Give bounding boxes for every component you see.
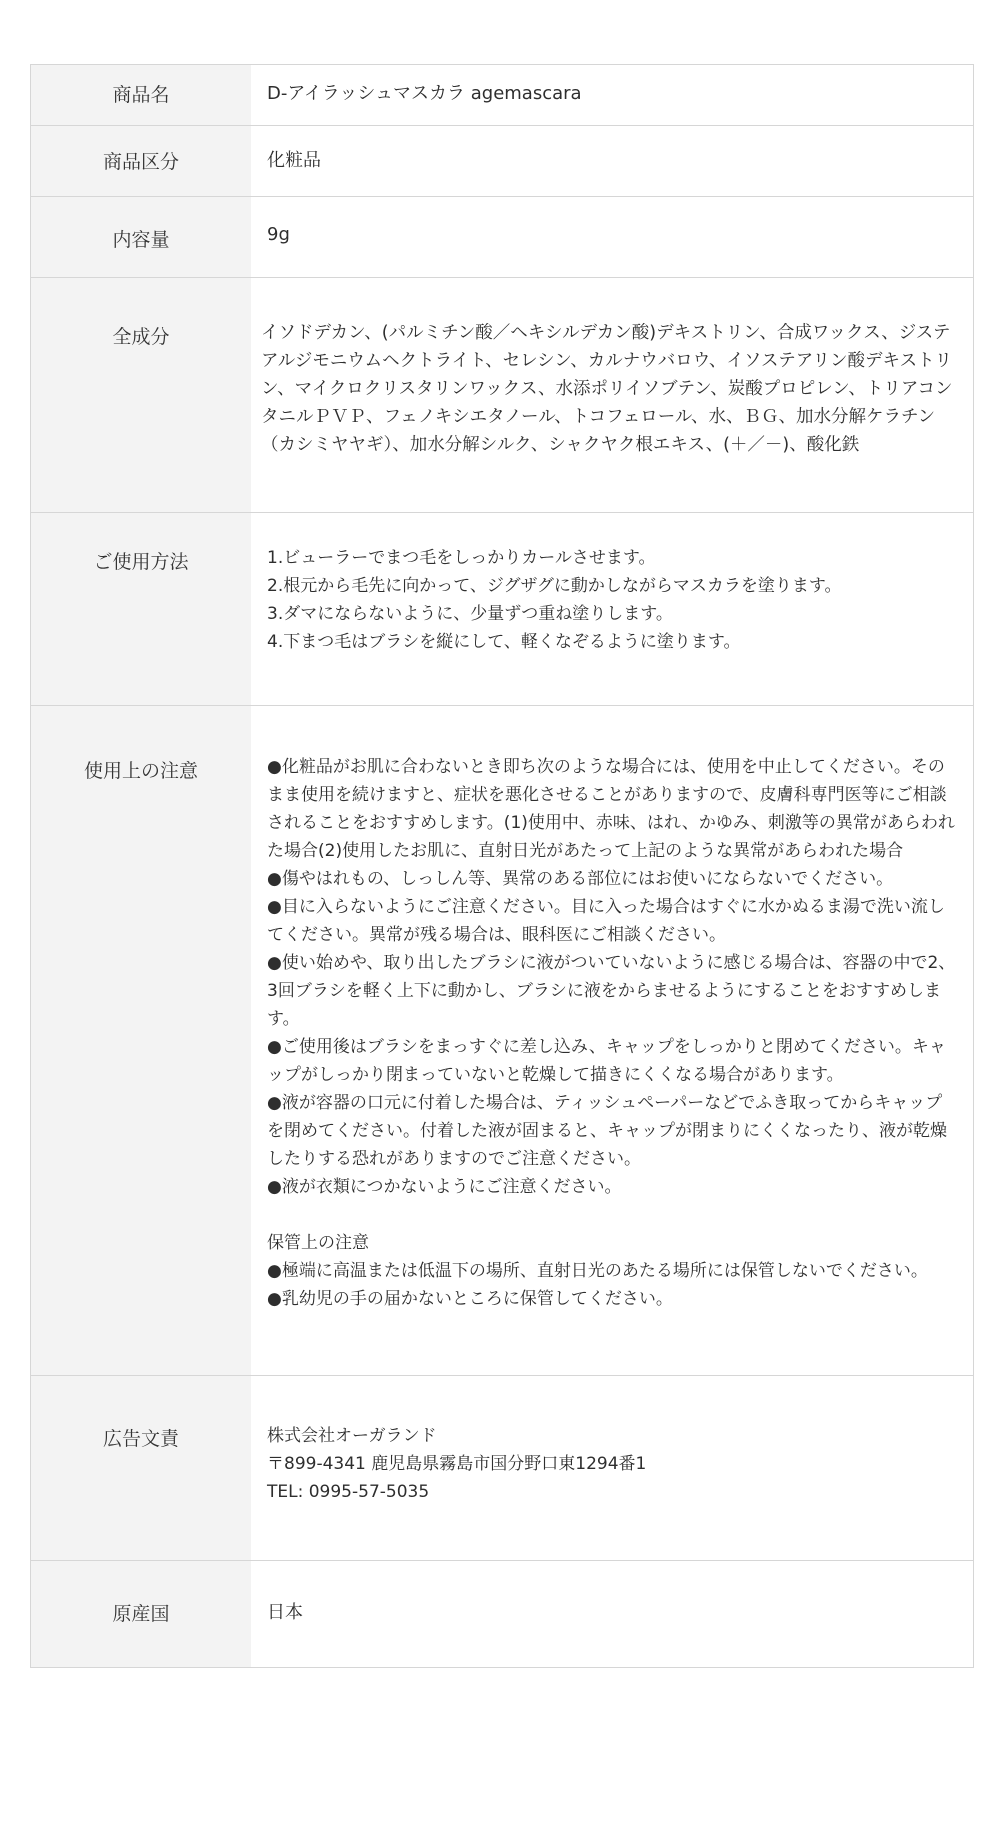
- spec-label-usage: ご使用方法: [31, 513, 251, 705]
- spec-label-precautions: 使用上の注意: [31, 706, 251, 1375]
- advertiser-address: 〒899-4341 鹿児島県霧島市国分野口東1294番1: [267, 1454, 647, 1474]
- storage-precautions-heading: 保管上の注意: [267, 1233, 369, 1253]
- spec-value-country-of-origin: 日本: [267, 1602, 303, 1623]
- spec-row-content-volume: [31, 196, 973, 277]
- spec-label-advertiser: 広告文責: [31, 1376, 251, 1560]
- precaution-item: ●ご使用後はブラシをまっすぐに差し込み、キャップをしっかりと閉めてください。キャップがしっかり閉まっていないと乾燥して描きにくくなる場合があります。: [267, 1037, 946, 1085]
- spec-value-advertiser: [251, 1376, 973, 1560]
- spec-row-country-of-origin: [31, 1560, 973, 1667]
- spec-row-precautions: [31, 705, 973, 1375]
- spec-row-advertiser: [31, 1375, 973, 1560]
- usage-step: 2.根元から毛先に向かって、ジグザグに動かしながらマスカラを塗ります。: [267, 576, 842, 596]
- spec-row-ingredients: [31, 277, 973, 512]
- advertiser-company: 株式会社オーガランド: [267, 1426, 437, 1446]
- product-spec-table: [30, 64, 974, 1668]
- storage-precaution-item: ●極端に高温または低温下の場所、直射日光のあたる場所には保管しないでください。: [267, 1261, 928, 1281]
- precaution-item: ●使い始めや、取り出したブラシに液がついていないように感じる場合は、容器の中で2、3回ブラシを軽く上下に動かし、ブラシに液をからませるようにすることをおすすめします。: [267, 953, 956, 1029]
- usage-step: 1.ビューラーでまつ毛をしっかりカールさせます。: [267, 548, 656, 568]
- spec-label-ingredients: 全成分: [31, 278, 251, 512]
- spec-value-product-name: D-アイラッシュマスカラ agemascara: [267, 83, 582, 104]
- spec-label-country-of-origin: 原産国: [31, 1561, 251, 1667]
- usage-step: 3.ダマにならないように、少量ずつ重ね塗りします。: [267, 604, 673, 624]
- spec-row-product-category: [31, 125, 973, 196]
- blank-line-spacer: [267, 1201, 957, 1229]
- precaution-item: ●傷やはれもの、しっしん等、異常のある部位にはお使いにならないでください。: [267, 869, 894, 889]
- spec-value-content-volume: 9g: [267, 224, 290, 245]
- precaution-item: ●化粧品がお肌に合わないとき即ち次のような場合には、使用を中止してください。そのまま使用を続けますと、症状を悪化させることがありますので、皮膚科専門医等にご相談されることをおすすめします。(1)使用中、赤味、はれ、かゆみ、刺激等の異常があらわれた場合(2)使用したお肌に、直射日光があたって上記のような異常があらわれた場合: [267, 757, 955, 861]
- spec-row-usage: [31, 512, 973, 705]
- precaution-item: ●目に入らないようにご注意ください。目に入った場合はすぐに水かぬるま湯で洗い流してください。異常が残る場合は、眼科医にご相談ください。: [267, 897, 945, 945]
- spec-value-precautions: [251, 706, 973, 1375]
- usage-step: 4.下まつ毛はブラシを縦にして、軽くなぞるように塗ります。: [267, 632, 741, 652]
- precaution-item: ●液が衣類につかないようにご注意ください。: [267, 1177, 622, 1197]
- precaution-item: ●液が容器の口元に付着した場合は、ティッシュペーパーなどでふき取ってからキャップを閉めてください。付着した液が固まると、キャップが閉まりにくくなったり、液が乾燥したりする恐れがありますのでご注意ください。: [267, 1093, 947, 1169]
- spec-row-product-name: [31, 65, 973, 125]
- storage-precaution-item: ●乳幼児の手の届かないところに保管してください。: [267, 1289, 673, 1309]
- advertiser-phone: TEL: 0995-57-5035: [267, 1482, 430, 1502]
- spec-value-ingredients: イソドデカン、(パルミチン酸／ヘキシルデカン酸)デキストリン、合成ワックス、ジステアルジモニウムヘクトライト、セレシン、カルナウバロウ、イソステアリン酸デキストリン、マイクロクリスタリンワックス、水添ポリイソブテン、炭酸プロピレン、トリアコンタニルＰＶＰ、フェノキシエタノール、トコフェロール、水、ＢＧ、加水分解ケラチン（カシミヤヤギ）、加水分解シルク、シャクヤク根エキス、(＋／－)、酸化鉄: [261, 323, 953, 455]
- spec-value-product-category: 化粧品: [267, 150, 321, 171]
- spec-label-product-name: 商品名: [31, 65, 251, 125]
- spec-value-usage: [251, 513, 973, 705]
- spec-label-content-volume: 内容量: [31, 197, 251, 277]
- spec-label-product-category: 商品区分: [31, 126, 251, 196]
